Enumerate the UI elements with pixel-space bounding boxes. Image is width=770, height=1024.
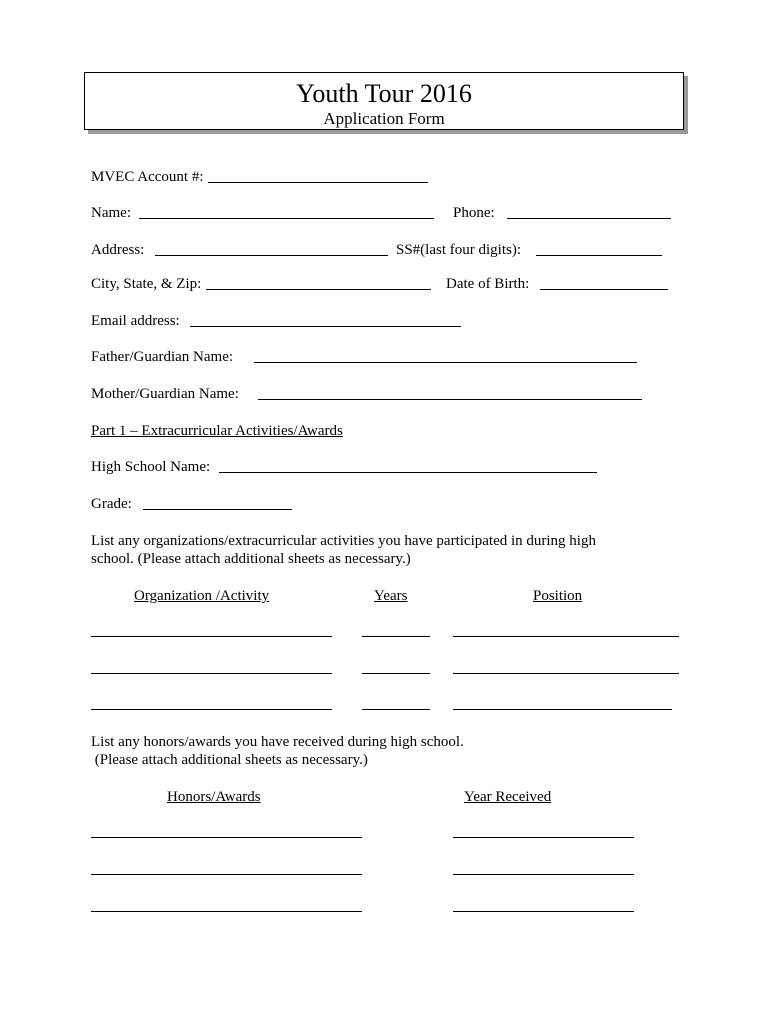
activity-row-3-organization[interactable] [91, 709, 332, 710]
honor-row-2-award[interactable] [91, 874, 362, 875]
honor-row-1-year[interactable] [453, 837, 634, 838]
phone-field[interactable] [507, 218, 671, 219]
activities-instructions-line1: List any organizations/extracurricular activities you have participated in during high [91, 533, 596, 549]
grade-field[interactable] [143, 509, 292, 510]
honor-row-1-award[interactable] [91, 837, 362, 838]
honor-row-3-year[interactable] [453, 911, 634, 912]
high-school-field[interactable] [219, 472, 597, 473]
activity-row-1-years[interactable] [362, 636, 430, 637]
city-label: City, State, & Zip: [91, 276, 202, 292]
activity-row-3-position[interactable] [453, 709, 672, 710]
phone-label: Phone: [453, 205, 495, 221]
city-field[interactable] [206, 289, 431, 290]
activity-row-2-organization[interactable] [91, 673, 332, 674]
form-subtitle: Application Form [323, 109, 445, 128]
account-label: MVEC Account #: [91, 169, 204, 185]
activity-row-3-years[interactable] [362, 709, 430, 710]
honors-instructions-line2: (Please attach additional sheets as necessary.) [91, 752, 368, 768]
honor-row-2-year[interactable] [453, 874, 634, 875]
ss-field[interactable] [536, 255, 662, 256]
grade-label: Grade: [91, 496, 132, 512]
ss-label: SS#(last four digits): [396, 242, 522, 258]
activity-row-2-position[interactable] [453, 673, 679, 674]
email-field[interactable] [190, 326, 461, 327]
name-field[interactable] [139, 218, 434, 219]
address-label: Address: [91, 242, 145, 258]
mother-field[interactable] [258, 399, 642, 400]
father-label: Father/Guardian Name: [91, 349, 234, 365]
activity-row-2-years[interactable] [362, 673, 430, 674]
header-position: Position [533, 588, 583, 604]
part1-heading: Part 1 – Extracurricular Activities/Awards [91, 423, 343, 439]
activity-row-1-position[interactable] [453, 636, 679, 637]
honors-instructions-line1: List any honors/awards you have received during high school. [91, 734, 464, 750]
name-label: Name: [91, 205, 131, 221]
dob-label: Date of Birth: [446, 276, 530, 292]
mother-label: Mother/Guardian Name: [91, 386, 239, 402]
high-school-label: High School Name: [91, 459, 211, 475]
header-organization-activity: Organization /Activity [134, 588, 270, 604]
header-years: Years [374, 588, 408, 604]
activity-row-1-organization[interactable] [91, 636, 332, 637]
form-title: Youth Tour 2016 [296, 79, 472, 108]
email-label: Email address: [91, 313, 180, 329]
address-field[interactable] [155, 255, 388, 256]
header-year-received: Year Received [464, 789, 552, 805]
title-box [84, 72, 684, 130]
father-field[interactable] [254, 362, 637, 363]
dob-field[interactable] [540, 289, 668, 290]
activities-instructions-line2: school. (Please attach additional sheets as necessary.) [91, 551, 411, 567]
header-honors-awards: Honors/Awards [167, 789, 261, 805]
account-field[interactable] [208, 182, 428, 183]
honor-row-3-award[interactable] [91, 911, 362, 912]
